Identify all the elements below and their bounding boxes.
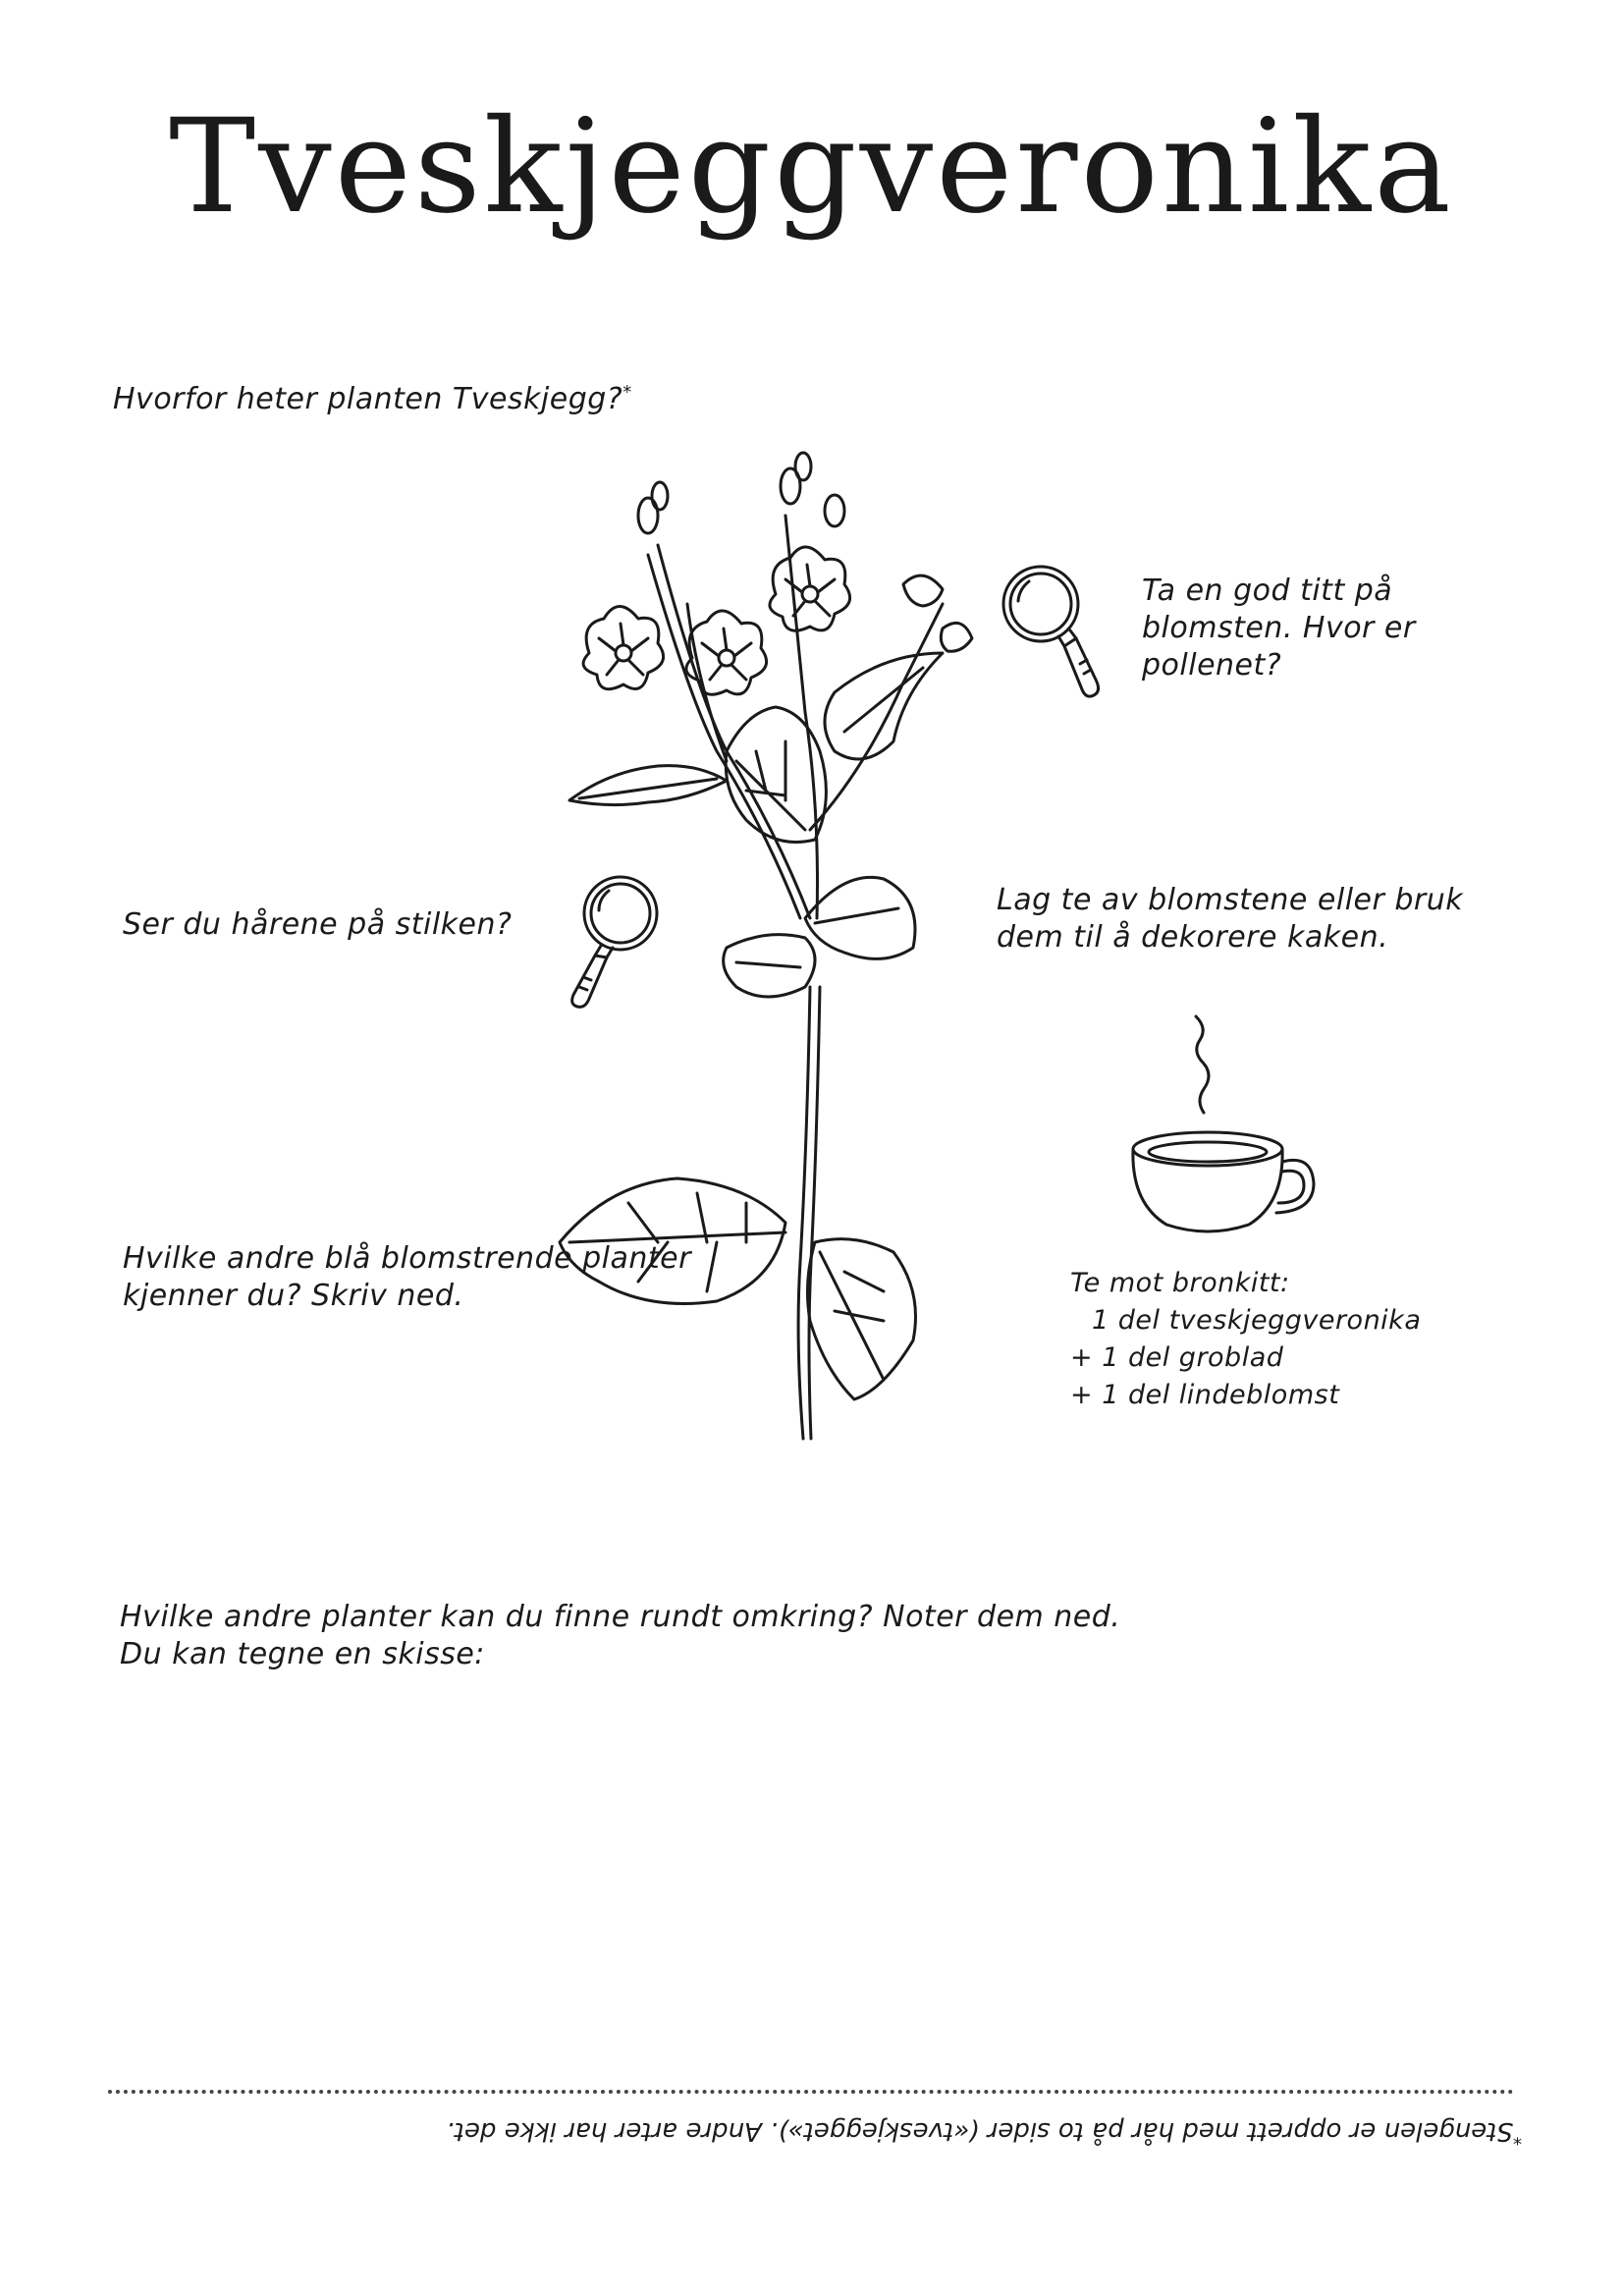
question-other-plants-line: Hvilke andre planter kan du finne rundt omkring? Noter dem ned. [120, 1600, 1121, 1634]
recipe-line: 1 del tveskjeggveronika [1092, 1305, 1422, 1336]
veronica-plant-illustration [550, 457, 1001, 1444]
footnote [314, 2111, 1522, 2158]
recipe-heading: Te mot bronkitt: [1070, 1268, 1290, 1298]
question-pollen-line: blomsten. Hvor er [1142, 611, 1416, 645]
question-other-plants [120, 1599, 1120, 1673]
question-blue-flowers-line: Hvilke andre blå blomstrende planter [123, 1241, 691, 1276]
question-pollen-line: pollenet? [1142, 648, 1282, 683]
question-pollen [1142, 573, 1416, 684]
question-plant-name [113, 381, 632, 418]
question-stem-hairs: Ser du hårene på stilken? [123, 907, 513, 942]
question-pollen-line: Ta en god titt på [1142, 574, 1393, 608]
question-other-plants-line: Du kan tegne en skisse: [120, 1637, 485, 1671]
footnote-text: Stengelen er opprett med hår på to sider («tveskjegget»). Andre arter har ikke det. [446, 2116, 1513, 2146]
footnote-divider [108, 2090, 1514, 2094]
tea-recipe [1070, 1265, 1421, 1414]
tea-suggestion-line: dem til å dekorere kaken. [997, 920, 1389, 955]
tea-suggestion [997, 882, 1463, 957]
tea-suggestion-line: Lag te av blomstene eller bruk [997, 883, 1464, 917]
recipe-line: + 1 del lindeblomst [1070, 1380, 1340, 1410]
page-title: Tveskjeggveronika [169, 91, 1454, 243]
teacup-icon [1109, 1007, 1325, 1242]
question-blue-flowers-line: kjenner du? Skriv ned. [123, 1279, 464, 1313]
question-plant-name-text: Hvorfor heter planten Tveskjegg? [113, 382, 623, 416]
footnote-marker: * [622, 382, 632, 403]
recipe-line: + 1 del groblad [1070, 1342, 1284, 1373]
footnote-marker: * [1513, 2127, 1522, 2149]
magnifier-icon [992, 560, 1109, 707]
